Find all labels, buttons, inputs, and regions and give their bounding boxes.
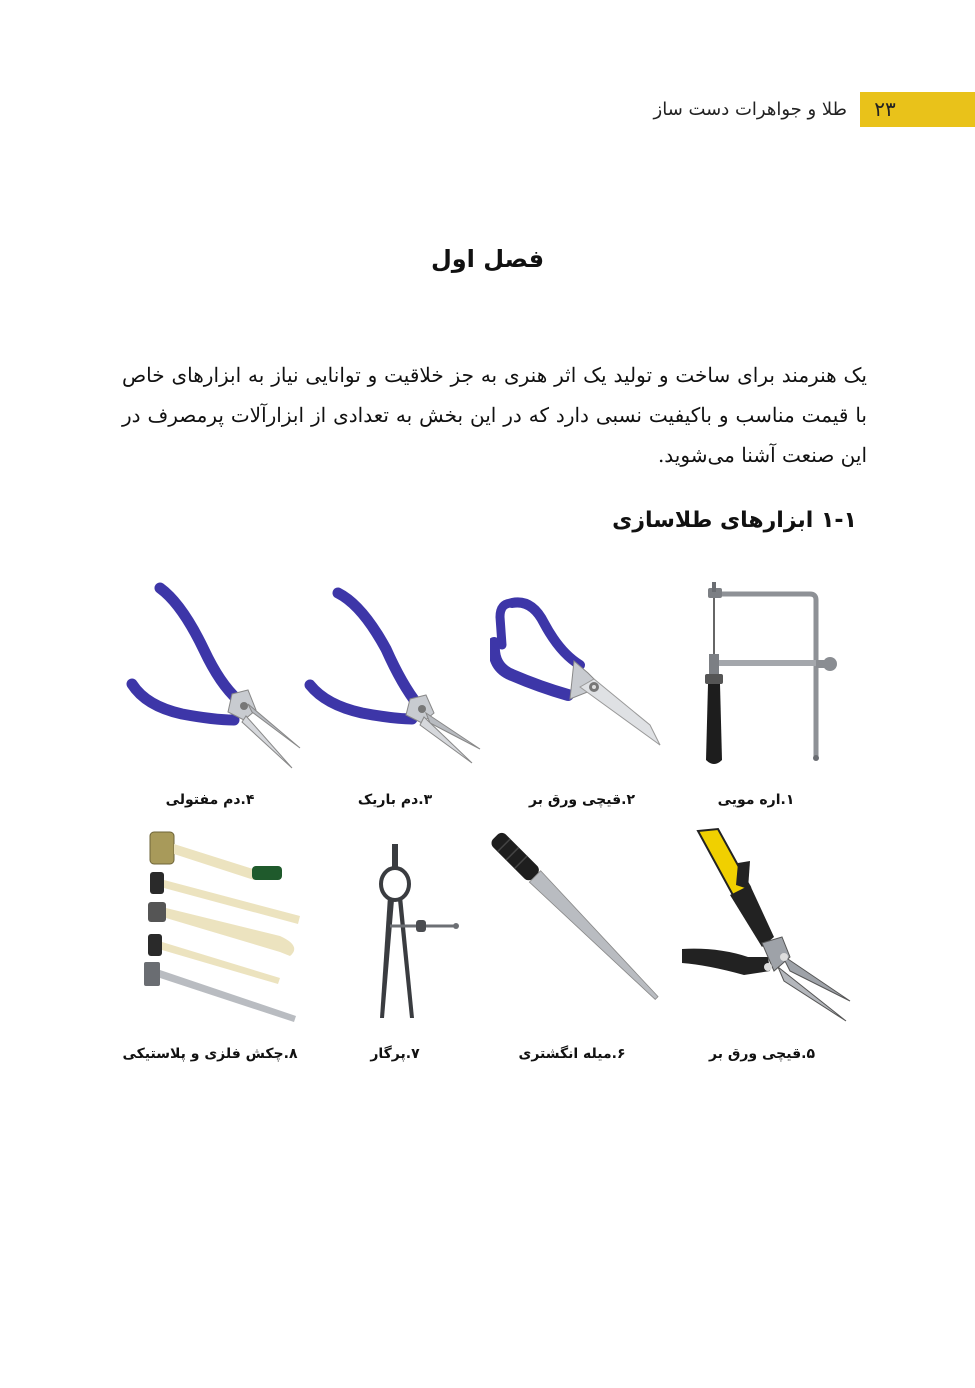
jewelers-saw-icon [698,580,843,770]
chapter-title: فصل اول [430,245,545,273]
section-heading: ۱-۱ ابزارهای طلاسازی [612,508,857,533]
tool-caption-1: ۱.اره مویی [717,792,795,808]
tool-caption-4: ۴.دم مفتولی [165,792,255,808]
tool-caption-6: ۶.میله انگشتری [518,1046,626,1062]
tin-snips-icon [490,595,665,755]
hammer-set-icon [140,828,305,1028]
divider-compass-icon [370,840,465,1025]
ring-mandrel-icon [488,828,670,1010]
tool-caption-8: ۸.چکش فلزی و پلاستیکی [122,1046,298,1062]
page-number: ۲۳ [874,97,896,121]
tool-caption-2: ۲.قیچی ورق بر [529,792,635,808]
aviation-snips-icon [678,825,858,1030]
tool-caption-5: ۵.قیچی ورق بر [709,1046,815,1062]
intro-paragraph: یک هنرمند برای ساخت و تولید یک اثر هنری به جز خلاقیت و توانایی نیاز به ابزارهای خاص با قیمت مناسب و باکیفیت نسبی دارد که در این بخش به تعدادی از ابزارآلات پرمصرف در این صنعت آشنا می‌شوید. [122,363,868,467]
round-nose-pliers-icon [126,580,306,775]
tool-caption-7: ۷.پرگار [370,1046,420,1062]
chain-nose-pliers-icon [302,585,487,770]
running-title: طلا و جواهرات دست ساز [653,99,847,120]
tool-caption-3: ۳.دم باریک [357,792,433,808]
